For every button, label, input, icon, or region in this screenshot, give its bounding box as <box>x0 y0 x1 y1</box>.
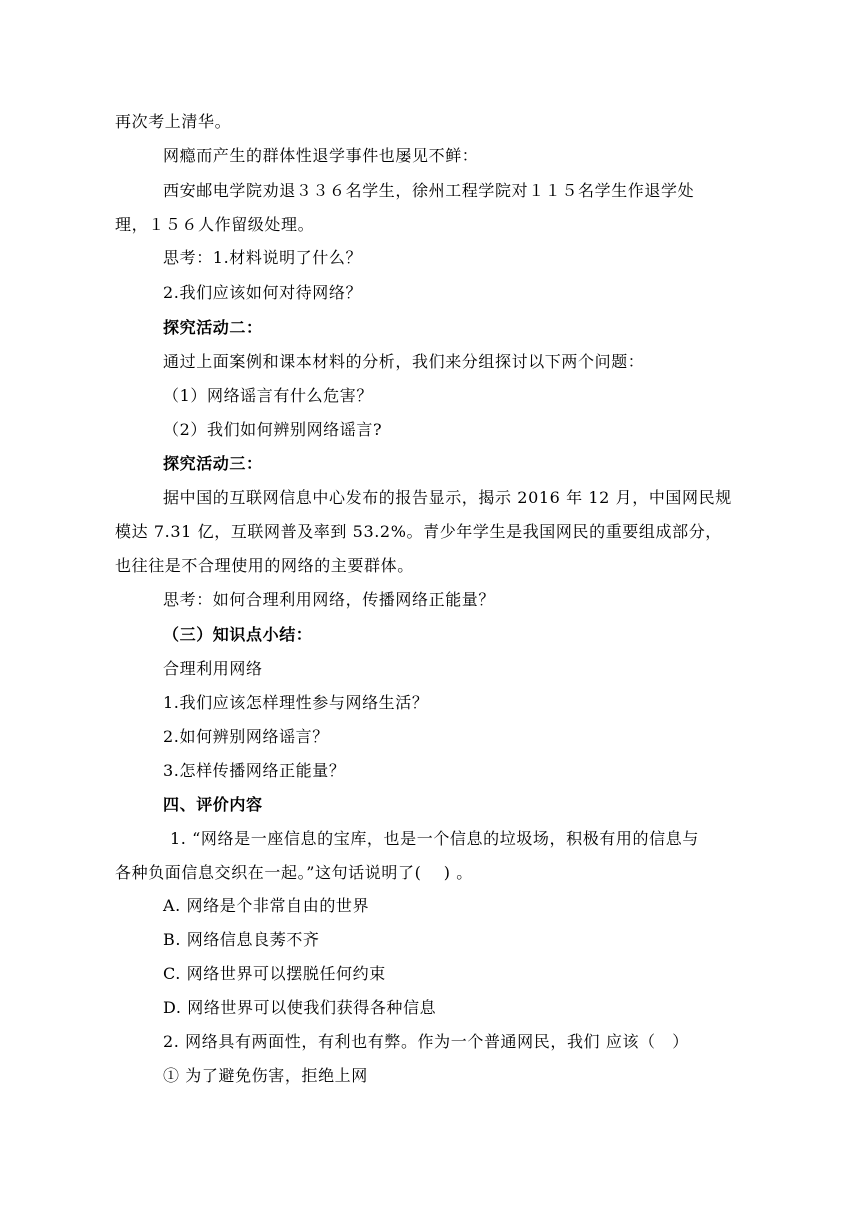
answer-option: C. 网络世界可以摆脱任何约束 <box>163 964 386 983</box>
summary-item: 2.如何辨别网络谣言？ <box>163 727 329 746</box>
thinking-question: 2.我们应该如何对待网络？ <box>163 283 363 302</box>
paragraph-line: 理，１５６人作留级处理。 <box>115 215 315 234</box>
question-text: 2. 网络具有两面性，有利也有弊。作为一个普通网民，我们 应该（ ） <box>163 1032 689 1051</box>
answer-option: B. 网络信息良莠不齐 <box>163 930 320 949</box>
section-heading: 四、评价内容 <box>163 795 263 814</box>
thinking-question: 思考：1.材料说明了什么？ <box>163 248 363 267</box>
paragraph-line: 据中国的互联网信息中心发布的报告显示，揭示 2016 年 12 月，中国网民规 <box>163 488 732 507</box>
summary-title: 合理利用网络 <box>163 659 263 678</box>
paragraph-line: 西安邮电学院劝退３３６名学生，徐州工程学院对１１５名学生作退学处 <box>163 181 695 200</box>
discussion-question: （1）网络谣言有什么危害？ <box>163 386 373 405</box>
paragraph-line: 模达 7.31 亿，互联网普及率到 53.2%。青少年学生是我国网民的重要组成部分， <box>115 522 722 541</box>
answer-option: D. 网络世界可以使我们获得各种信息 <box>163 998 437 1017</box>
answer-option: A. 网络是个非常自由的世界 <box>163 896 370 915</box>
discussion-question: （2）我们如何辨别网络谣言? <box>163 420 383 439</box>
activity-heading: 探究活动三： <box>163 454 263 473</box>
question-text: 1. “网络是一座信息的宝库，也是一个信息的垃圾场，积极有用的信息与 <box>170 829 699 848</box>
paragraph-line: 再次考上清华。 <box>115 112 232 131</box>
activity-heading: 探究活动二： <box>163 318 263 337</box>
paragraph-line: 也往往是不合理使用的网络的主要群体。 <box>115 556 414 575</box>
paragraph-line: 通过上面案例和课本材料的分析，我们来分组探讨以下两个问题： <box>163 352 645 371</box>
summary-item: 1.我们应该怎样理性参与网络生活？ <box>163 693 429 712</box>
thinking-question: 思考：如何合理利用网络，传播网络正能量？ <box>163 590 496 609</box>
section-heading: （三）知识点小结： <box>163 625 313 644</box>
answer-option: ① 为了避免伤害，拒绝上网 <box>163 1066 368 1085</box>
question-text: 各种负面信息交织在一起。”这句话说明了( ) 。 <box>115 863 473 882</box>
paragraph-line: 网瘾而产生的群体性退学事件也屡见不鲜： <box>163 146 479 165</box>
summary-item: 3.怎样传播网络正能量？ <box>163 761 346 780</box>
